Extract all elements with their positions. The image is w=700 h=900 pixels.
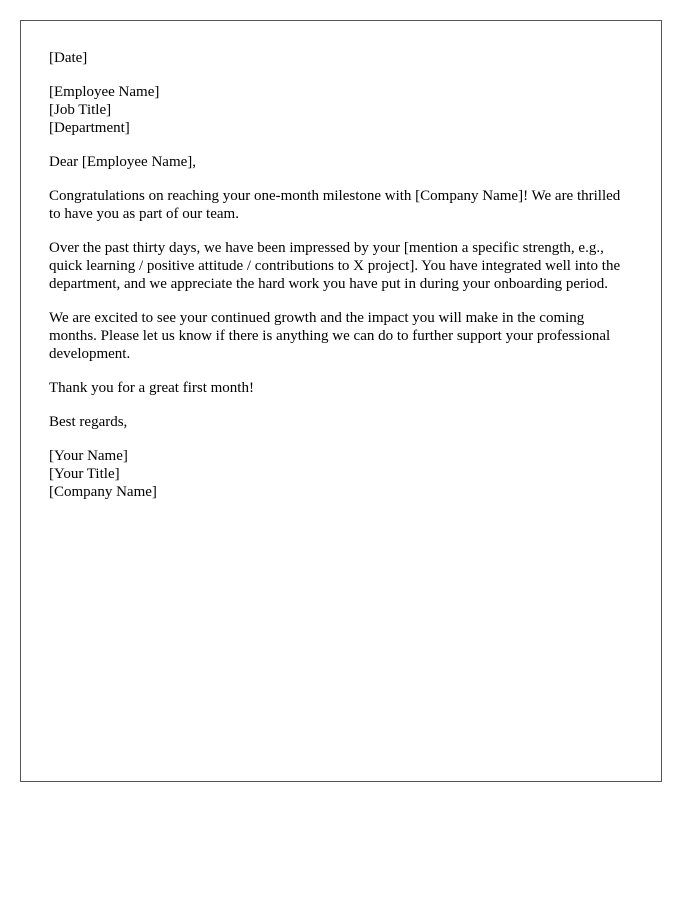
sender-title: [Your Title] — [49, 466, 120, 482]
paragraph-growth: We are excited to see your continued growth and the impact you will make in the coming months. Please let us know if there is anything we can do to further support your professional development. — [49, 310, 611, 362]
letter-date: [Date] — [49, 50, 88, 66]
recipient-job-title: [Job Title] — [49, 102, 112, 118]
recipient-block — [49, 83, 629, 137]
sender-company: [Company Name] — [49, 484, 157, 500]
paragraph-thanks: Thank you for a great first month! — [49, 380, 254, 396]
recipient-name: [Employee Name] — [49, 84, 160, 100]
paragraph-congratulations: Congratulations on reaching your one-month milestone with [Company Name]! We are thrilled to have you as part of our team. — [49, 188, 621, 222]
closing: Best regards, — [49, 414, 128, 430]
letter-page — [20, 20, 662, 782]
recipient-department: [Department] — [49, 120, 130, 136]
sender-name: [Your Name] — [49, 448, 128, 464]
date-block — [49, 49, 629, 67]
paragraph-impressions: Over the past thirty days, we have been impressed by your [mention a specific strength, e.g., quick learning / positive attitude / contributions to X project]. You have integrated well into the department, and we appreciate the hard work you have put in during your onboarding period. — [49, 240, 621, 292]
salutation: Dear [Employee Name], — [49, 154, 197, 170]
sender-block — [49, 447, 629, 501]
letter-body — [49, 49, 629, 517]
